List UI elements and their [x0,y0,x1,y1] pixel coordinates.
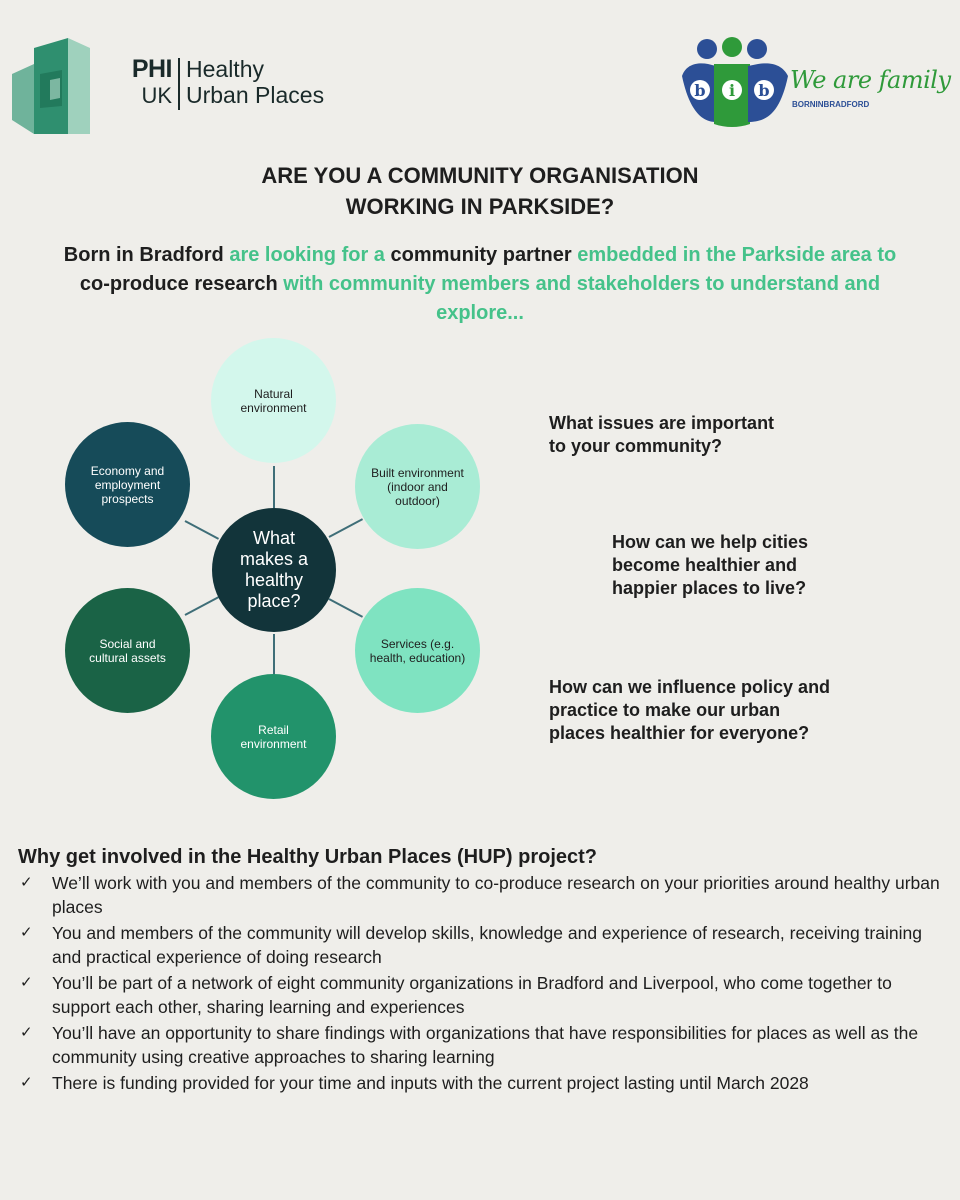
logo-divider [178,58,180,110]
question-1-line-2: to your community? [549,436,723,456]
born-in-bradford-logo [680,36,950,136]
intro-community-partner: community partner [390,244,572,266]
check-icon: ✓ [20,924,33,941]
check-icon: ✓ [20,974,33,991]
bib-letter-i: i [728,81,736,100]
question-2 [612,531,808,600]
phi-uk-healthy-urban-places-logo [10,34,350,134]
list-item [18,921,948,969]
list-item-text: You and members of the community will develop skills, knowledge and experience of research, receiving training and practical experience of doing research [52,923,922,967]
question-3 [549,676,830,745]
list-item [18,1071,948,1095]
question-3-line-3: places healthier for everyone? [549,723,810,743]
why-get-involved-heading: Why get involved in the Healthy Urban Places (HUP) project? [18,846,597,868]
list-item [18,971,948,1019]
healthy-urban-places-wordmark [186,56,324,108]
title-line-2: WORKING IN PARKSIDE? [345,194,615,219]
intro-text-3: with community members and stakeholders to understand and explore... [277,273,881,324]
node-built-environment [355,424,480,549]
node-label: Social and cultural assets [89,636,166,665]
list-item-text: You’ll be part of a network of eight community organizations in Bradford and Liverpool, who come together to support each other, sharing learning and experiences [52,973,892,1017]
node-social-cultural-assets [65,588,190,713]
node-label: Services (e.g. health, education) [369,636,466,665]
title-line-1: ARE YOU A COMMUNITY ORGANISATION [261,163,699,188]
list-item [18,871,948,919]
center-what-makes-healthy-place [212,508,336,632]
intro-co-produce-research: co-produce research [79,273,278,295]
bib-letter-b1: b [694,81,706,100]
phi-text: PHI [131,55,172,83]
check-icon: ✓ [20,874,33,891]
question-2-line-1: How can we help cities [612,532,809,552]
benefits-list [18,871,948,1097]
intro-text-2: embedded in the Parkside area to [571,244,897,266]
page-title [0,160,960,222]
spoke-natural [273,466,275,508]
healthy-place-diagram [55,330,495,810]
center-label: What makes a healthy place? [239,528,309,611]
list-item-text: We’ll work with you and members of the community to co-produce research on your priorities around healthy urban places [52,873,940,917]
list-item-text: You’ll have an opportunity to share findings with organizations that have responsibilities for places as well as the community using creative approaches to sharing learning [52,1023,919,1067]
spoke-economy [185,520,219,540]
node-label: Economy and employment prospects [90,463,165,506]
intro-text-1: are looking for a [223,244,391,266]
node-economy-employment [65,422,190,547]
question-3-line-1: How can we influence policy and [549,677,831,697]
spoke-retail [273,634,275,676]
phi-uk-wordmark [110,56,172,108]
node-natural-environment [211,338,336,463]
intro-paragraph [60,241,900,328]
check-icon: ✓ [20,1074,33,1091]
question-3-line-2: practice to make our urban [549,700,781,720]
uk-text: UK [141,83,172,108]
question-2-line-2: become healthier and [612,555,798,575]
list-item-text: There is funding provided for your time and inputs with the current project lasting until March 2028 [52,1073,809,1093]
node-label: Natural environment [240,386,307,415]
node-label: Retail environment [240,722,307,751]
healthy-text: Healthy [186,56,264,82]
spoke-built [329,518,363,538]
node-retail-environment [211,674,336,799]
check-icon: ✓ [20,1024,33,1041]
question-1-line-1: What issues are important [549,413,775,433]
phi-building-mark-icon [10,34,92,134]
spoke-social [185,596,219,616]
list-item [18,1021,948,1069]
bib-tagline: We are family [790,66,951,94]
question-2-line-3: happier places to live? [612,578,807,598]
spoke-services [329,598,363,618]
urban-places-text: Urban Places [186,82,325,108]
intro-born-in-bradford: Born in Bradford [63,244,224,266]
bib-subtext: BORNINBRADFORD [792,100,870,109]
bib-letter-b2: b [758,81,770,100]
node-services [355,588,480,713]
bib-family-figures-icon [680,36,790,128]
question-1 [549,412,774,458]
node-label: Built environment (indoor and outdoor) [371,465,464,508]
